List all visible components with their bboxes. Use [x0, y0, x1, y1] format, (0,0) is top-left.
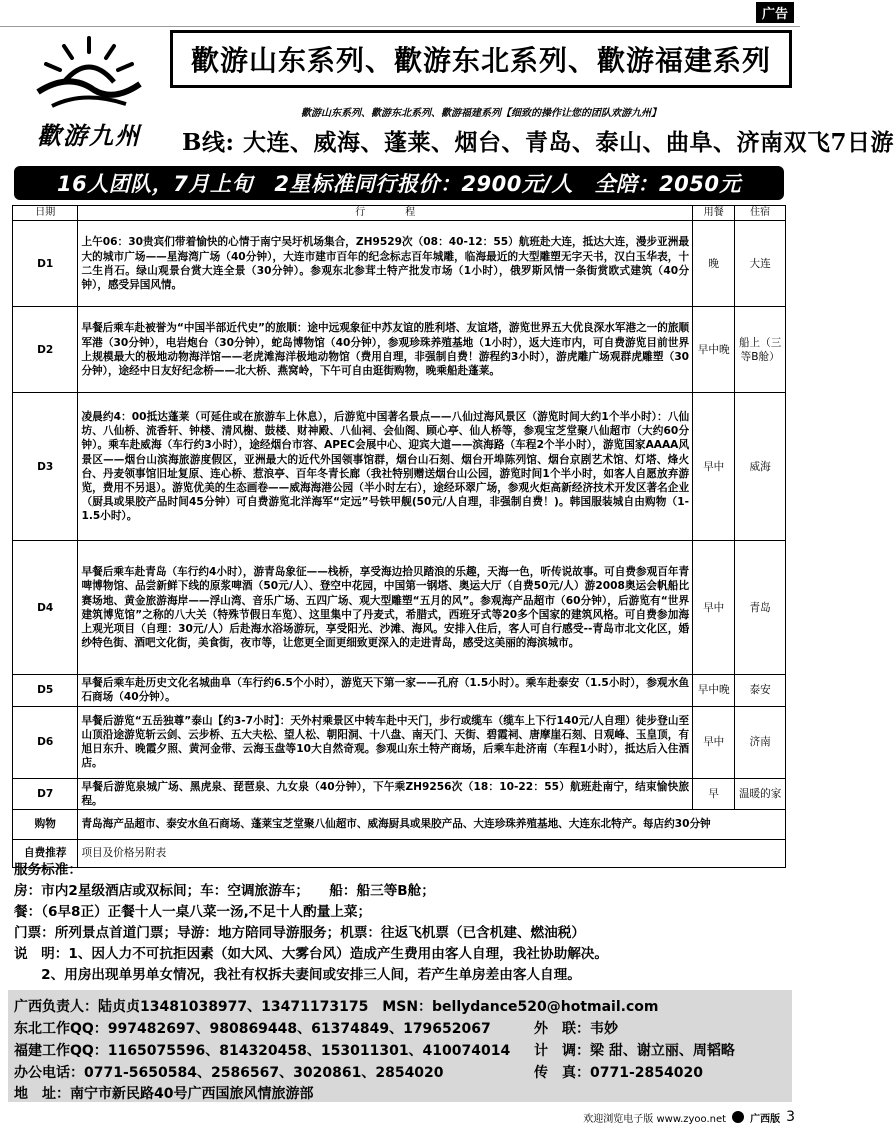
- shopping-text: 青岛海产品超市、泰安水鱼石商场、蓬莱宝芝堂聚八仙超市、威海厨具或果胶产品、大连珍珠养殖基地、大连东北特产。每店约30分钟: [78, 810, 786, 840]
- self-pay-label: 自费推荐: [13, 840, 78, 868]
- self-pay-text: 项目及价格另附表: [78, 840, 786, 868]
- col-date: 日期: [13, 206, 78, 221]
- stay-cell: 泰安: [735, 675, 786, 706]
- meal-cell: 早中晚: [693, 307, 735, 393]
- series-subtitle: 歡游山东系列、歡游东北系列、歡游福建系列【细致的操作让您的团队欢游九州】: [301, 108, 661, 119]
- table-row: [13, 393, 786, 541]
- table-row: [13, 675, 786, 706]
- table-header-row: [13, 206, 786, 221]
- logo-text: 歡游九州: [37, 121, 141, 150]
- fujian-qq: 福建工作QQ：1165075596、814320458、153011301、410074014: [14, 1043, 511, 1059]
- desc-cell: 早餐后乘车赴青岛（车行约4小时），游青岛象征——栈桥，享受海边拾贝踏浪的乐趣，天海一色，听传说故事。可自费参观百年青啤博物馆、品尝新鲜下线的原浆啤酒（50元/人）、登空中花园，中国第一钢塔、奥运大厅（自费50元/人）游2008奥运会帆船比赛场地、黄金旅游海岸——浮山湾、音乐广场、五四广场、观大型雕塑“五月的风”。参观海产品超市（60分钟），后游览有“世界建筑博览馆”之称的八大关（特殊节假日车览）、这里集中了丹麦式，希腊式，西班牙式等20多个国家的建筑风格。可自费参加海上观光项目（自理：30元/人）后赴海水浴场游玩，享受阳光、沙滩、海风。安排入住后，客人可自行感受--青岛市北文化区，婚纱特色街、酒吧文化街，美食街，夜市等，让您更全面更细致更深入的走进青岛，感受这美丽的海滨城市。: [78, 541, 693, 675]
- day-cell: D2: [13, 307, 78, 393]
- planner: 计 调：梁 甜、谢立丽、周韬略: [534, 1043, 735, 1059]
- sun-mountain-icon: [34, 32, 144, 114]
- standards-line: 房：市内2星级酒店或双标间；车：空调旅游车； 船：船三等B舱；: [14, 883, 435, 899]
- table-row: [13, 778, 786, 809]
- table-row: [13, 221, 786, 307]
- col-stay: 住宿: [735, 206, 786, 221]
- desc-cell: 早餐后游览“五岳独尊”泰山【约3-7小时】：天外村乘景区中转车赴中天门，步行或缆车（缆车上下行140元/人自理）徒步登山至山顶沿途游览斩云剑、云步桥、五大夫松、望人松、朝阳洞、十八盘、南天门、天街、碧霞祠、唐摩崖石刻、日观峰、玉皇顶，有旭日东升、晚霞夕照、黄河金带、云海玉盘等10大自然奇观。参观山东土特产商场，后乘车赴济南（车程1小时），抵达后入住酒店。: [78, 706, 693, 778]
- footer-site: 欢迎浏览电子版 www.zyoo.net: [583, 1113, 727, 1125]
- standards-line: 2、用房出现单男单女情况，我社有权拆夫妻间或安排三人间，若产生单房差由客人自理。: [14, 967, 581, 983]
- fax: 传 真：0771-2854020: [534, 1065, 703, 1081]
- day-cell: D3: [13, 393, 78, 541]
- gx-manager: 广西负责人：陆贞贞13481038977、13471173175 MSN：bellydance520@hotmail.com: [14, 999, 659, 1015]
- table-row: [13, 307, 786, 393]
- contact-box: [8, 990, 792, 1102]
- day-cell: D4: [13, 541, 78, 675]
- table-row: [13, 541, 786, 675]
- route-title: B线: 大连、威海、蓬莱、烟台、青岛、泰山、曲阜、济南双飞7日游: [182, 129, 894, 156]
- shopping-label: 购物: [13, 810, 78, 840]
- day-cell: D5: [13, 675, 78, 706]
- stay-cell: 大连: [735, 221, 786, 307]
- standards-line: 说 明：1、因人力不可抗拒因素（如大风、大雾台风）造成产生费用由客人自理，我社协助解决。: [14, 946, 608, 962]
- price-bar: 16人团队，7月上旬 2星标准同行报价：2900元/人 全陪：2050元: [14, 166, 784, 200]
- stay-cell: 船上（三等B舱）: [735, 307, 786, 393]
- edition-emblem-icon: [732, 1111, 744, 1123]
- meal-cell: 早中: [693, 706, 735, 778]
- meal-cell: 早: [693, 778, 735, 809]
- stay-cell: 威海: [735, 393, 786, 541]
- desc-cell: 早餐后乘车赴被誉为“中国半部近代史”的旅顺：途中远观象征中苏友谊的胜利塔、友谊塔，游览世界五大优良深水军港之一的旅顺军港（30分钟），电岩炮台（30分钟），蛇岛博物馆（40分钟），参观珍珠养殖基地（1小时），返大连市内，可自费游览目前世界上规模最大的极地动物海洋馆——老虎滩海洋极地动物馆（费用自理，非强制自费！游程约3小时），游虎雕广场观群虎雕塑（30分钟），途经中日友好纪念桥——北大桥、燕窝岭，下午可自由逛街购物，晚乘船赴蓬莱。: [78, 307, 693, 393]
- table-row: [13, 706, 786, 778]
- stay-cell: 济南: [735, 706, 786, 778]
- meal-cell: 早中: [693, 393, 735, 541]
- stay-cell: 青岛: [735, 541, 786, 675]
- desc-cell: 早餐后游览泉城广场、黑虎泉、琵琶泉、九女泉（40分钟），下午乘ZH9256次（18：10-22：55）航班赴南宁，结束愉快旅程。: [78, 778, 693, 809]
- company-logo: [14, 32, 164, 160]
- ad-tag: 广告: [756, 2, 794, 23]
- office-phone: 办公电话：0771-5650584、2586567、3020861、2854020: [14, 1065, 444, 1081]
- meal-cell: 早中: [693, 541, 735, 675]
- standards-heading: 服务标准：: [14, 862, 82, 878]
- col-itinerary: 行 程: [78, 206, 693, 221]
- footer-edition: 广西版: [750, 1113, 781, 1125]
- standards-line: 门票：所列景点首道门票；导游：地方陪同导游服务；机票：往返飞机票（已含机建、燃油税）: [14, 925, 585, 941]
- meal-cell: 早中晚: [693, 675, 735, 706]
- day-cell: D6: [13, 706, 78, 778]
- day-cell: D1: [13, 221, 78, 307]
- standards-line: 餐：（6早8正）正餐十人一桌八菜一汤,不足十人酌量上菜；: [14, 904, 372, 920]
- footer: [505, 1108, 795, 1126]
- desc-cell: 凌晨约4：00抵达蓬莱（可延住或在旅游车上休息），后游览中国著名景点——八仙过海风景区（游览时间大约1个半小时）：八仙坊、八仙桥、流香轩、钟楼、清风榭、鼓楼、财神殿、八仙祠、会仙阁、顾心亭、仙人桥等，参观宝芝堂聚八仙超市（大约60分钟）。乘车赴威海（车行约3小时），途经烟台市容、APEC会展中心、迎宾大道——滨海路（车程2个半小时），游览国家AAAA风景区——烟台山滨海旅游度假区，亚洲最大的近代外国领事馆群，烟台山石刻、烟台开埠陈列馆、烟台京剧艺术馆、灯塔、烽火台、丹麦领事馆旧址复原、连心桥、惹浪亭、百年冬青长廊（我社特别赠送烟台山公园，游览时间1个半小时，如客人自愿放弃游览，费用不另退）。游览优美的生态画卷——威海海港公园（半小时左右），途经环翠广场，参观火炬高新经济技术开发区著名企业（厨具或果胶产品时间45分钟）可自费游览北洋海军“定远”号铁甲舰(50元/人自理，非强制自费！)。韩国服装城自由购物（1-1.5小时）。: [78, 393, 693, 541]
- top-rule: [0, 26, 800, 27]
- itinerary-table: [12, 205, 786, 868]
- stay-cell: 温暖的家: [735, 778, 786, 809]
- page-number: 3: [786, 1109, 795, 1125]
- shopping-row: [13, 810, 786, 840]
- dongbei-qq: 东北工作QQ：997482697、980869448、61374849、179652067: [14, 1021, 491, 1037]
- page-title: 歡游山东系列、歡游东北系列、歡游福建系列: [170, 30, 792, 88]
- meal-cell: 晚: [693, 221, 735, 307]
- col-meal: 用餐: [693, 206, 735, 221]
- address: 地 址：南宁市新民路40号广西国旅风情旅游部: [14, 1086, 314, 1102]
- liaison: 外 联：韦妙: [534, 1021, 618, 1037]
- desc-cell: 上午06：30贵宾们带着愉快的心情于南宁吴圩机场集合，ZH9529次（08：40-12：55）航班赴大连，抵达大连，漫步亚洲最大的城市广场——星海湾广场（40分钟），大连市建市百年的纪念标志百年城雕，临海最近的大型雕塑无字天书，汉白玉华表，十二生肖石。绿山观景台赏大连全景（30分钟）。参观东北参茸土特产批发市场（1小时），俄罗斯风情一条街赏欧式建筑（40分钟），感受异国风情。: [78, 221, 693, 307]
- service-standards: [14, 860, 790, 986]
- desc-cell: 早餐后乘车赴历史文化名城曲阜（车行约6.5个小时），游览天下第一家——孔府（1.5小时）。乘车赴泰安（1.5小时），参观水鱼石商场（40分钟）。: [78, 675, 693, 706]
- day-cell: D7: [13, 778, 78, 809]
